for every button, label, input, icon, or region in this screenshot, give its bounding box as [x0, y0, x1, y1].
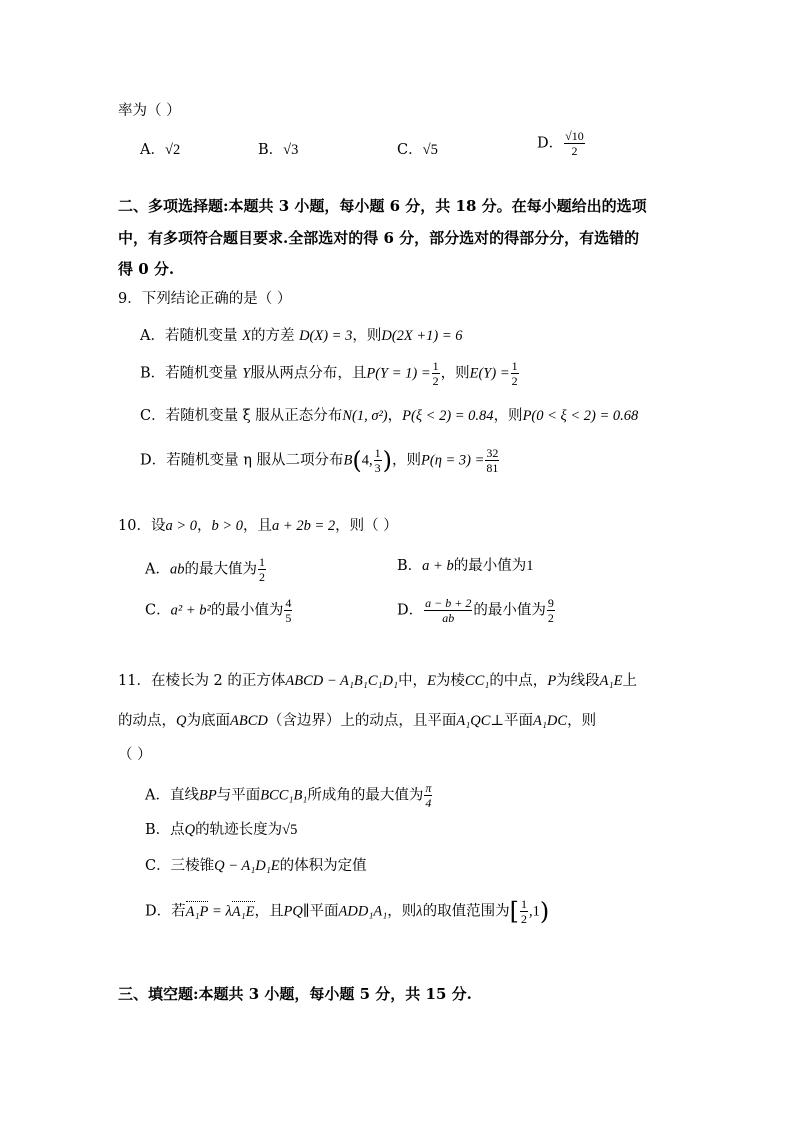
- q11-line2: 的动点，Q为底面ABCD（含边界）上的动点，且平面A₁QC⊥平面A₁DC，则: [118, 713, 597, 729]
- q11-line1: 11．在棱长为 2 的正方体ABCD − A₁B₁C₁D₁中，E为棱CC₁的中点，P为线段A₁E上: [118, 673, 637, 689]
- q10-option-a: A．ab的最大值为 $\frac{1}{2}$: [145, 555, 265, 584]
- q9-option-d: D．若随机变量 η 服从二项分布B(4, $\frac{1}{3}$ )，则P(η = 3) = $\frac{32}{81}$: [140, 446, 499, 475]
- q8-options: [140, 129, 640, 170]
- q10-option-b: B．a + b的最小值为1: [397, 558, 534, 574]
- q8-option-d: D． $\frac{√10}{2}$: [537, 129, 584, 158]
- q11-line3: （ ）: [118, 747, 152, 763]
- q8-option-b: B．√3: [258, 142, 299, 158]
- q11-option-c: C．三棱锥Q − A₁D₁E的体积为定值: [145, 858, 367, 874]
- q10-option-c: C．a² + b²的最小值为 $\frac{4}{5}$: [145, 596, 292, 625]
- q10-option-d: D． $\frac{a - b + 2}{ab}$ 的最小值为 $\frac{9}{2}$: [397, 596, 554, 625]
- q9b-frac1: $\frac{1}{2}$: [432, 359, 439, 388]
- q11-option-b: B．点Q的轨迹长度为√5: [145, 822, 298, 838]
- q9-option-a: A．若随机变量 X的方差 D(X) = 3，则D(2X +1) = 6: [140, 328, 463, 344]
- q8-option-c: C．√5: [397, 142, 438, 158]
- q10-stem: 10．设a > 0，b > 0，且a + 2b = 2，则（ ）: [118, 518, 398, 534]
- section2-line3: 得 0 分.: [118, 260, 175, 278]
- q9-option-c: C．若随机变量 ξ 服从正态分布N(1, σ²)，P(ξ < 2) = 0.84，则P(0 < ξ < 2) = 0.68: [140, 408, 639, 424]
- q8-tail: 率为（ ）: [118, 103, 181, 119]
- q9-option-b: B．若随机变量 Y服从两点分布，且P(Y = 1) = $\frac{1}{2}$ ，则E(Y) = $\frac{1}{2}$: [140, 359, 518, 388]
- q9b-frac2: $\frac{1}{2}$: [511, 359, 518, 388]
- q8-option-a: A．√2: [140, 142, 181, 158]
- q11-option-d: D．若A₁P = λA₁E，且PQ∥平面ADD₁A₁，则λ的取值范围为[ $\frac{1}{2}$ ,1): [145, 897, 550, 926]
- section2-line2: 中，有多项符合题目要求.全部选对的得 6 分，部分选对的得部分分，有选错的: [118, 229, 640, 247]
- q11-option-a: A．直线BP与平面BCC₁B₁所成角的最大值为 $\frac{\pi}{4}$: [145, 781, 432, 810]
- section3-title: 三、填空题:本题共 3 小题，每小题 5 分，共 15 分.: [118, 985, 472, 1003]
- section2-line1: 二、多项选择题:本题共 3 小题，每小题 6 分，共 18 分。在每小题给出的选项: [118, 197, 647, 215]
- q9-stem: 9．下列结论正确的是（ ）: [118, 291, 292, 307]
